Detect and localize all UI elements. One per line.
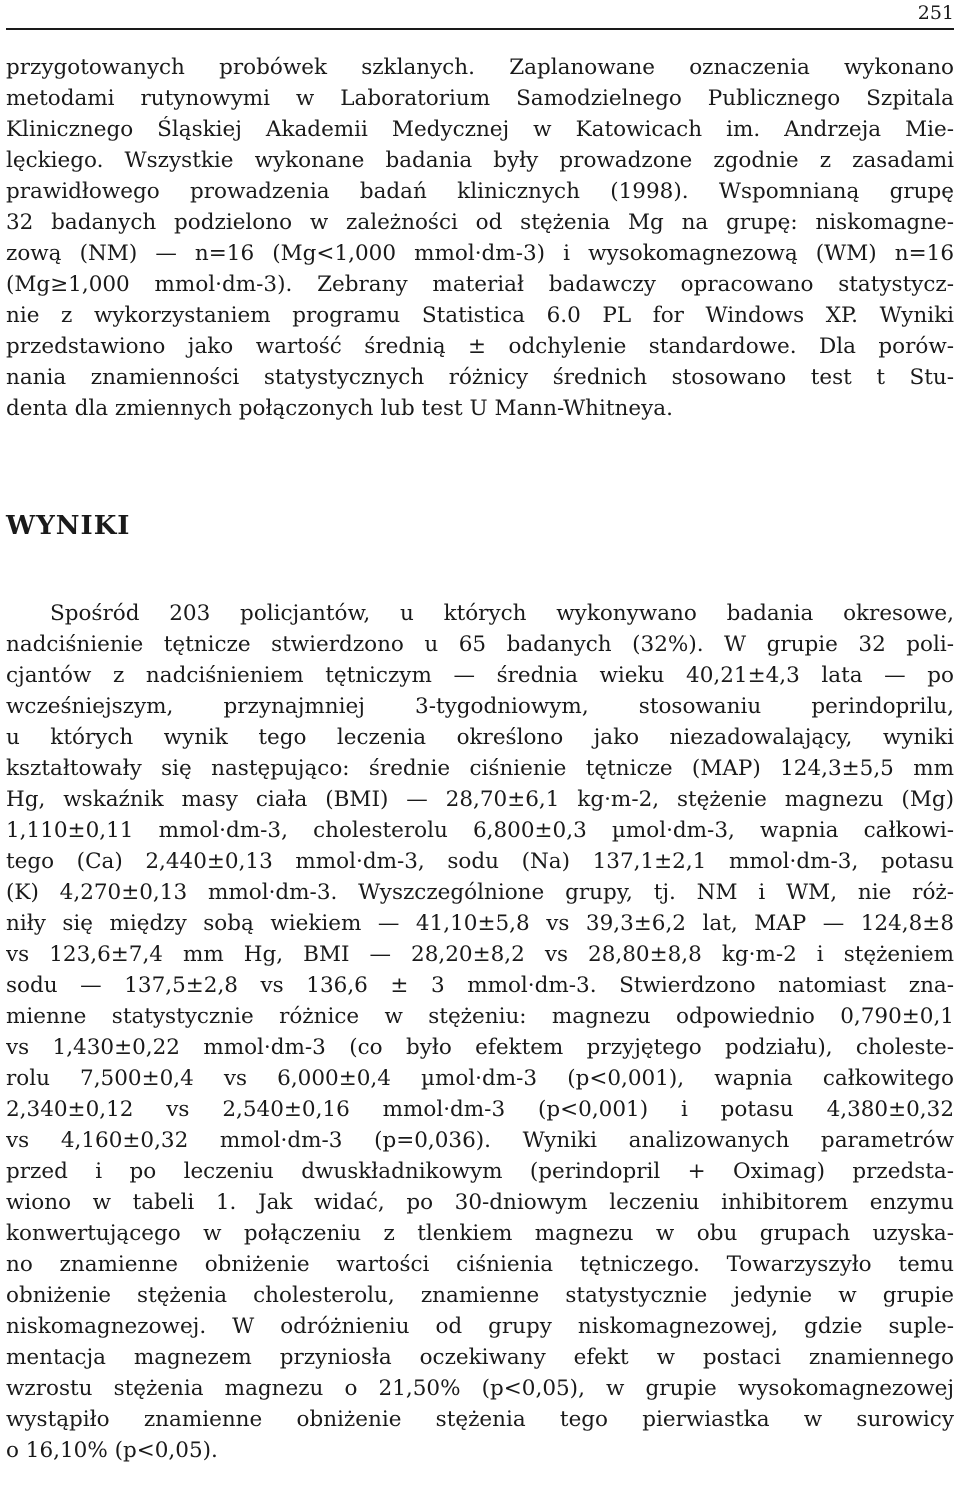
text-line: 2,340±0,12 vs 2,540±0,16 mmol·dm-3 (p<0,001) i potasu 4,380±0,32: [6, 1097, 954, 1122]
text-line: kształtowały się następująco: średnie ciśnienie tętnicze (MAP) 124,3±5,5 mm: [6, 756, 954, 781]
page-number: 251: [917, 2, 954, 24]
text-line: Hg, wskaźnik masy ciała (BMI) — 28,70±6,1 kg·m-2, stężenie magnezu (Mg): [6, 787, 954, 812]
text-line: obniżenie stężenia cholesterolu, znamienne statystycznie jedynie w grupie: [6, 1283, 954, 1308]
text-line: nania znamienności statystycznych różnicy średnich stosowano test t Stu-: [6, 365, 954, 390]
text-line: u których wynik tego leczenia określono jako niezadowalający, wyniki: [6, 725, 954, 750]
text-line: (Mg≥1,000 mmol·dm-3). Zebrany materiał badawczy opracowano statystycz-: [6, 272, 954, 297]
text-line: vs 1,430±0,22 mmol·dm-3 (co było efektem przyjętego podziału), choleste-: [6, 1035, 954, 1060]
text-line: niskomagnezowej. W odróżnieniu od grupy niskomagnezowej, gdzie suple-: [6, 1314, 954, 1339]
text-line: mentacja magnezem przyniosła oczekiwany efekt w postaci znamiennego: [6, 1345, 954, 1370]
text-line: nadciśnienie tętnicze stwierdzono u 65 badanych (32%). W grupie 32 poli-: [6, 632, 954, 657]
text-line: 1,110±0,11 mmol·dm-3, cholesterolu 6,800±0,3 µmol·dm-3, wapnia całkowi-: [6, 818, 954, 843]
section-heading: WYNIKI: [6, 511, 131, 541]
text-line: wcześniejszym, przynajmniej 3-tygodniowym, stosowaniu perindoprilu,: [6, 694, 954, 719]
text-line: 32 badanych podzielono w zależności od stężenia Mg na grupę: niskomagne-: [6, 210, 954, 235]
header-rule: [6, 28, 954, 30]
text-line: mienne statystycznie różnice w stężeniu: magnezu odpowiednio 0,790±0,1: [6, 1004, 954, 1029]
text-line: wzrostu stężenia magnezu o 21,50% (p<0,05), w grupie wysokomagnezowej: [6, 1376, 954, 1401]
text-line: prawidłowego prowadzenia badań klinicznych (1998). Wspomnianą grupę: [6, 179, 954, 204]
text-line: konwertującego w połączeniu z tlenkiem magnezu w obu grupach uzyska-: [6, 1221, 954, 1246]
text-line: nie z wykorzystaniem programu Statistica 6.0 PL for Windows XP. Wyniki: [6, 303, 954, 328]
text-line: wystąpiło znamienne obniżenie stężenia tego pierwiastka w surowicy: [6, 1407, 954, 1432]
text-line: sodu — 137,5±2,8 vs 136,6 ± 3 mmol·dm-3. Stwierdzono natomiast zna-: [6, 973, 954, 998]
text-line: tego (Ca) 2,440±0,13 mmol·dm-3, sodu (Na) 137,1±2,1 mmol·dm-3, potasu: [6, 849, 954, 874]
text-line: przed i po leczeniu dwuskładnikowym (perindopril + Oximag) przedsta-: [6, 1159, 954, 1184]
text-line: lęckiego. Wszystkie wykonane badania były prowadzone zgodnie z zasadami: [6, 148, 954, 173]
text-line: metodami rutynowymi w Laboratorium Samodzielnego Publicznego Szpitala: [6, 86, 954, 111]
text-line: zową (NM) — n=16 (Mg<1,000 mmol·dm-3) i wysokomagnezową (WM) n=16: [6, 241, 954, 266]
text-line: rolu 7,500±0,4 vs 6,000±0,4 µmol·dm-3 (p<0,001), wapnia całkowitego: [6, 1066, 954, 1091]
text-line: o 16,10% (p<0,05).: [6, 1438, 218, 1463]
results-paragraph: [6, 598, 954, 1466]
text-line: vs 123,6±7,4 mm Hg, BMI — 28,20±8,2 vs 28,80±8,8 kg·m-2 i stężeniem: [6, 942, 954, 967]
text-line: niły się między sobą wiekiem — 41,10±5,8 vs 39,3±6,2 lat, MAP — 124,8±8: [6, 911, 954, 936]
text-line: przygotowanych probówek szklanych. Zaplanowane oznaczenia wykonano: [6, 55, 954, 80]
text-line: wiono w tabeli 1. Jak widać, po 30-dniowym leczeniu inhibitorem enzymu: [6, 1190, 954, 1215]
text-line: Spośród 203 policjantów, u których wykonywano badania okresowe,: [50, 601, 954, 626]
text-line: vs 4,160±0,32 mmol·dm-3 (p=0,036). Wyniki analizowanych parametrów: [6, 1128, 954, 1153]
text-line: Klinicznego Śląskiej Akademii Medycznej w Katowicach im. Andrzeja Mie-: [6, 117, 954, 142]
text-line: (K) 4,270±0,13 mmol·dm-3. Wyszczególnione grupy, tj. NM i WM, nie róż-: [6, 880, 954, 905]
text-line: no znamienne obniżenie wartości ciśnienia tętniczego. Towarzyszyło temu: [6, 1252, 954, 1277]
text-line: denta dla zmiennych połączonych lub test U Mann-Whitneya.: [6, 396, 673, 421]
text-line: cjantów z nadciśnieniem tętniczym — średnia wieku 40,21±4,3 lata — po: [6, 663, 954, 688]
text-line: przedstawiono jako wartość średnią ± odchylenie standardowe. Dla porów-: [6, 334, 954, 359]
methods-paragraph: [6, 52, 954, 424]
